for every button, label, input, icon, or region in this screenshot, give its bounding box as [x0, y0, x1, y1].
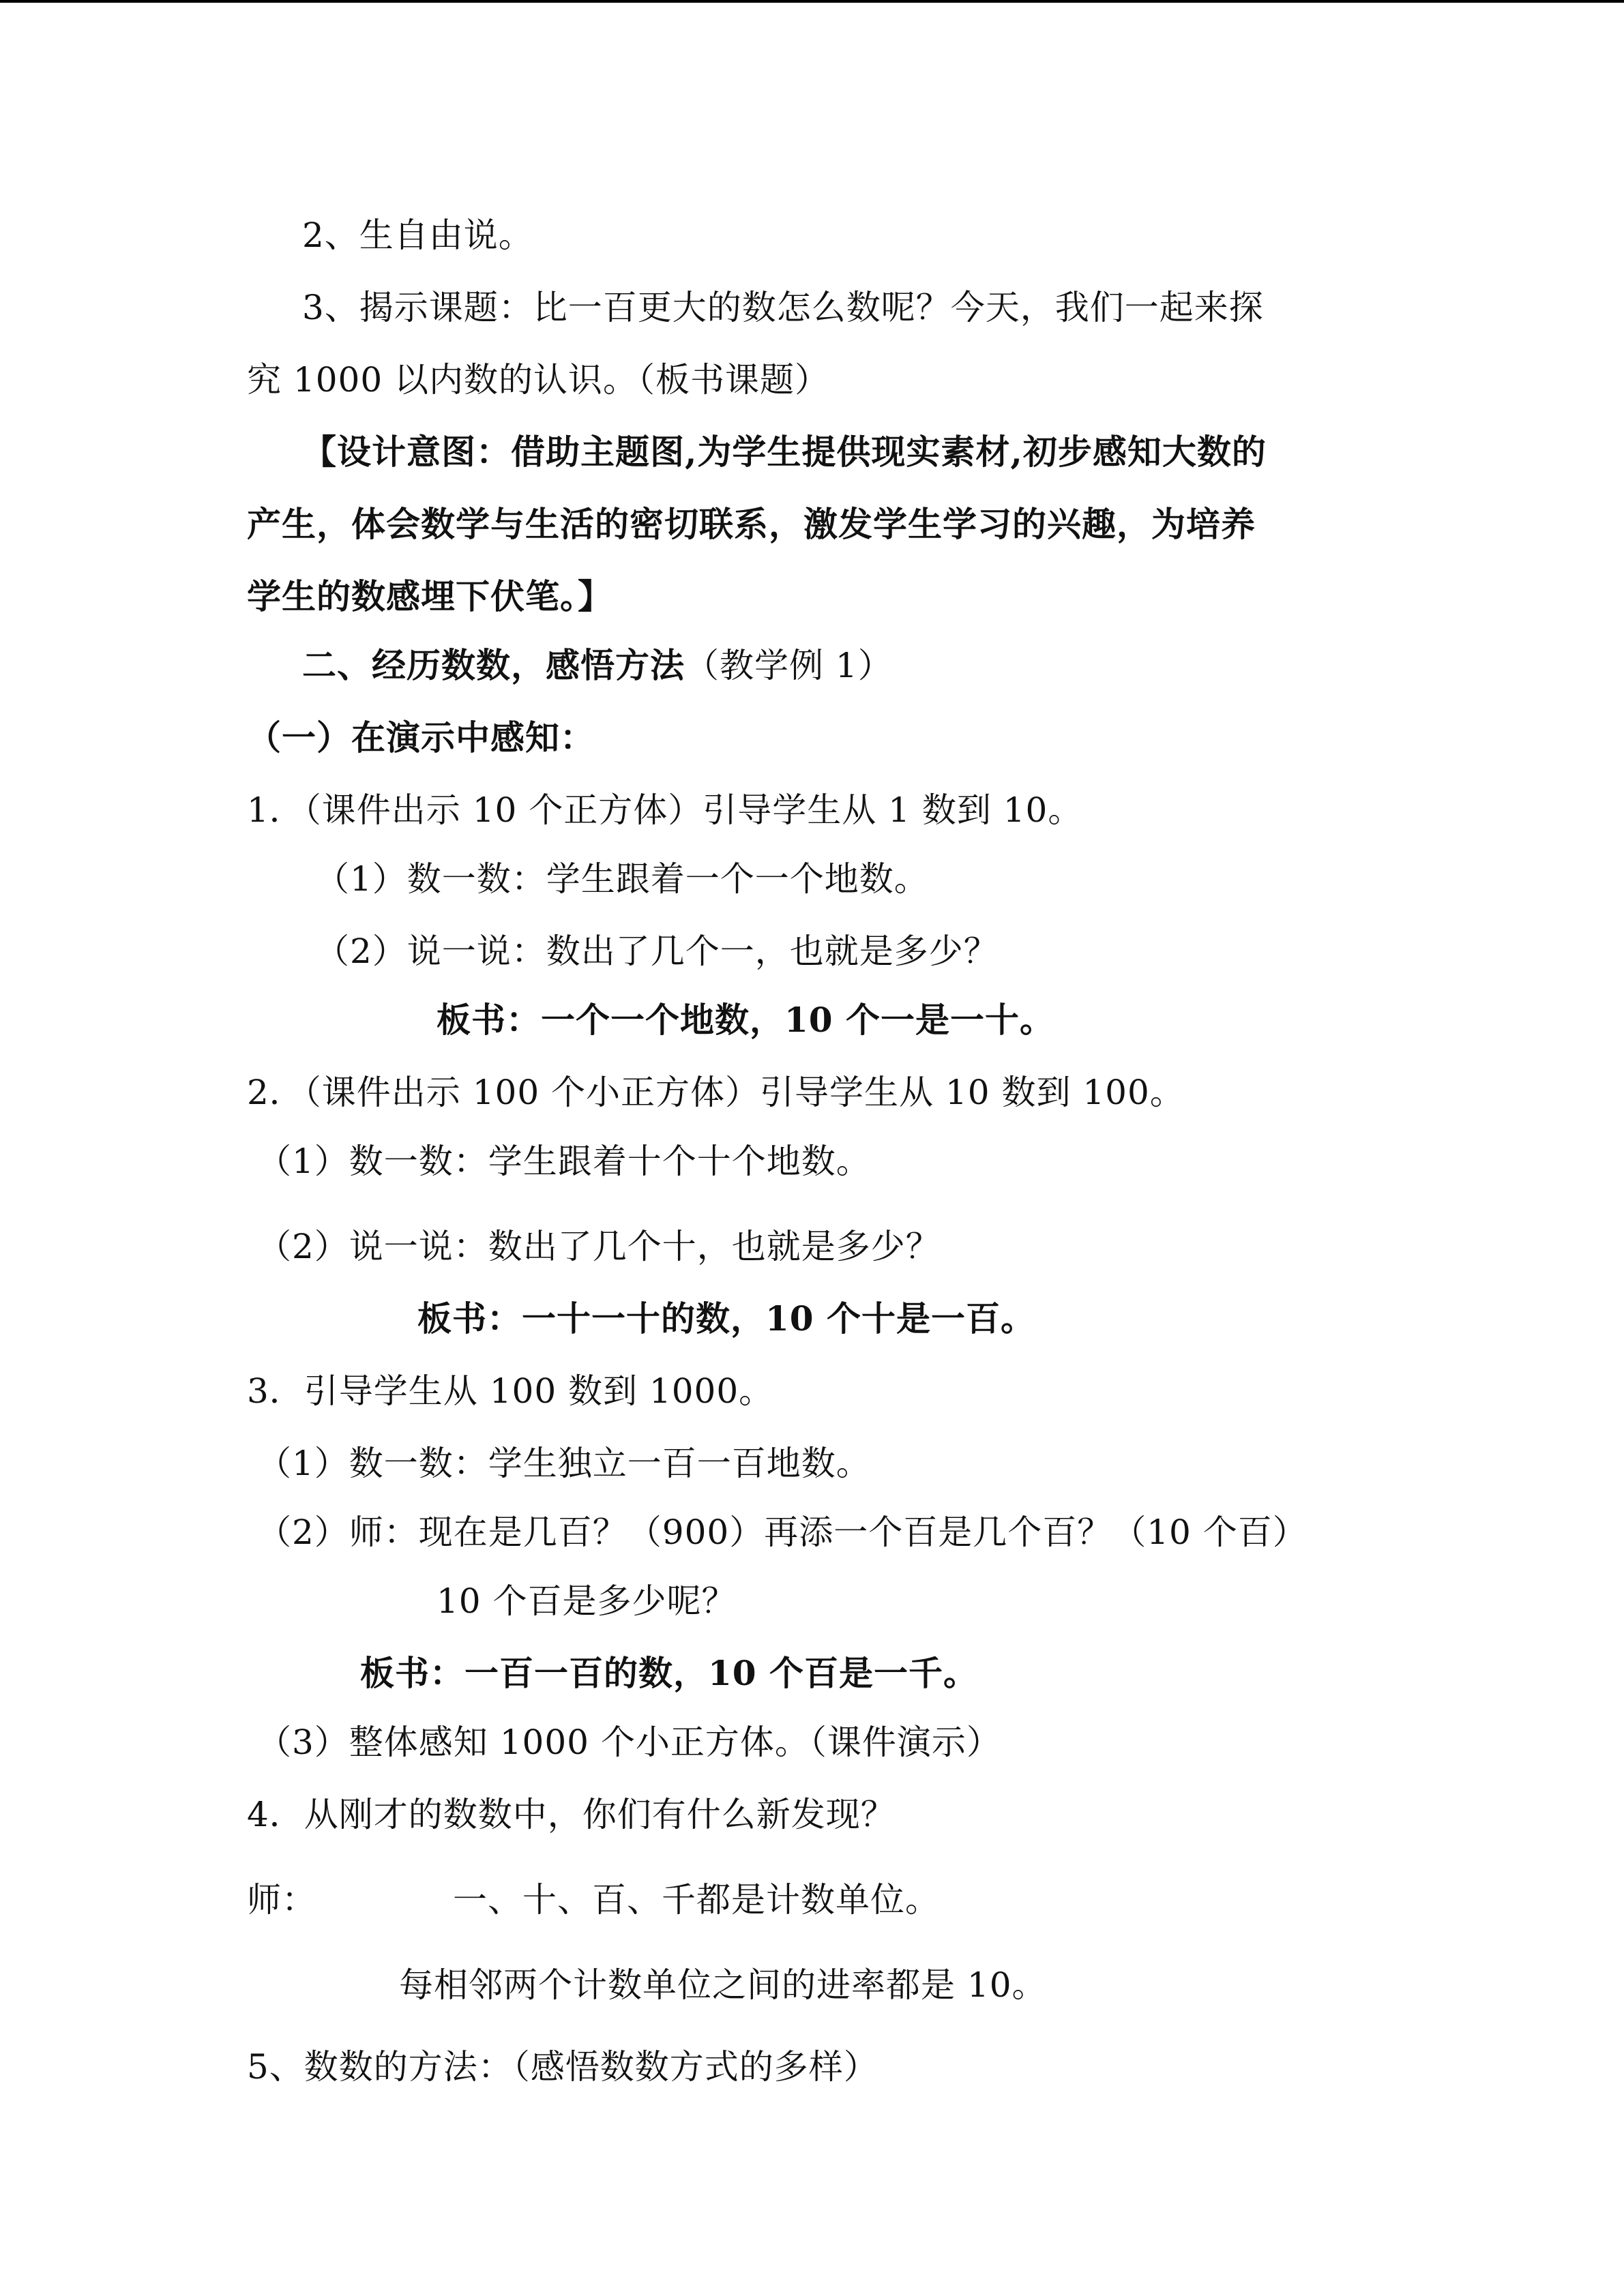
board-writing: 板书：一个一个地数，10 个一是一十。	[437, 1000, 1054, 1040]
design-intent-line: 产生，体会数学与生活的密切联系，激发学生学习的兴趣，为培养	[247, 504, 1256, 544]
board-writing: 板书：一百一百的数，10 个百是一千。	[360, 1653, 978, 1693]
text-line: （1）数一数：学生跟着十个十个地数。	[257, 1142, 871, 1181]
design-intent-line: 学生的数感埋下伏笔。】	[247, 576, 612, 616]
text-line: 3、揭示课题：比一百更大的数怎么数呢？今天，我们一起来探	[302, 288, 1264, 327]
text-line: 2、生自由说。	[302, 215, 533, 255]
text-line: 2．（课件出示 100 个小正方体）引导学生从 10 数到 100。	[247, 1073, 1185, 1112]
text-line: （2）说一说：数出了几个十，也就是多少？	[257, 1227, 941, 1266]
text-line	[247, 1879, 940, 1920]
text-line: 4．从刚才的数数中，你们有什么新发现？	[247, 1795, 896, 1834]
text-line: 究 1000 以内数的认识。（板书课题）	[247, 360, 830, 400]
text-line: （1）数一数：学生独立一百一百地数。	[257, 1444, 871, 1483]
statement: 一、十、百、千都是计数单位。	[453, 1880, 940, 1920]
text-line: （3）整体感知 1000 个小正方体。（课件演示）	[257, 1723, 1001, 1762]
subsection-heading: （一）在演示中感知：	[247, 717, 595, 758]
text-line: 5、数数的方法：（感悟数数方式的多样）	[247, 2047, 879, 2087]
text-line: 10 个百是多少呢？	[437, 1581, 737, 1621]
section-heading-note: （教学例 1）	[685, 646, 893, 685]
text-line: （2）说一说：数出了几个一，也就是多少？	[315, 931, 999, 971]
speaker-label: 师：	[247, 1880, 316, 1920]
text-line: （1）数一数：学生跟着一个一个地数。	[315, 859, 929, 899]
text-line: 3．引导学生从 100 数到 1000。	[247, 1371, 774, 1411]
section-heading	[302, 645, 893, 686]
text-line: （2）师：现在是几百？（900）再添一个百是几个百？（10 个百）	[257, 1512, 1308, 1552]
section-heading-title: 二、经历数数，感悟方法	[302, 645, 685, 685]
text-line: 每相邻两个计数单位之间的进率都是 10。	[399, 1965, 1047, 2005]
text-line: 1．（课件出示 10 个正方体）引导学生从 1 数到 10。	[247, 790, 1083, 830]
design-intent-line: 【设计意图：借助主题图,为学生提供现实素材,初步感知大数的	[302, 432, 1267, 472]
board-writing: 板书：一十一十的数，10 个十是一百。	[417, 1298, 1035, 1339]
top-border	[0, 0, 1624, 3]
